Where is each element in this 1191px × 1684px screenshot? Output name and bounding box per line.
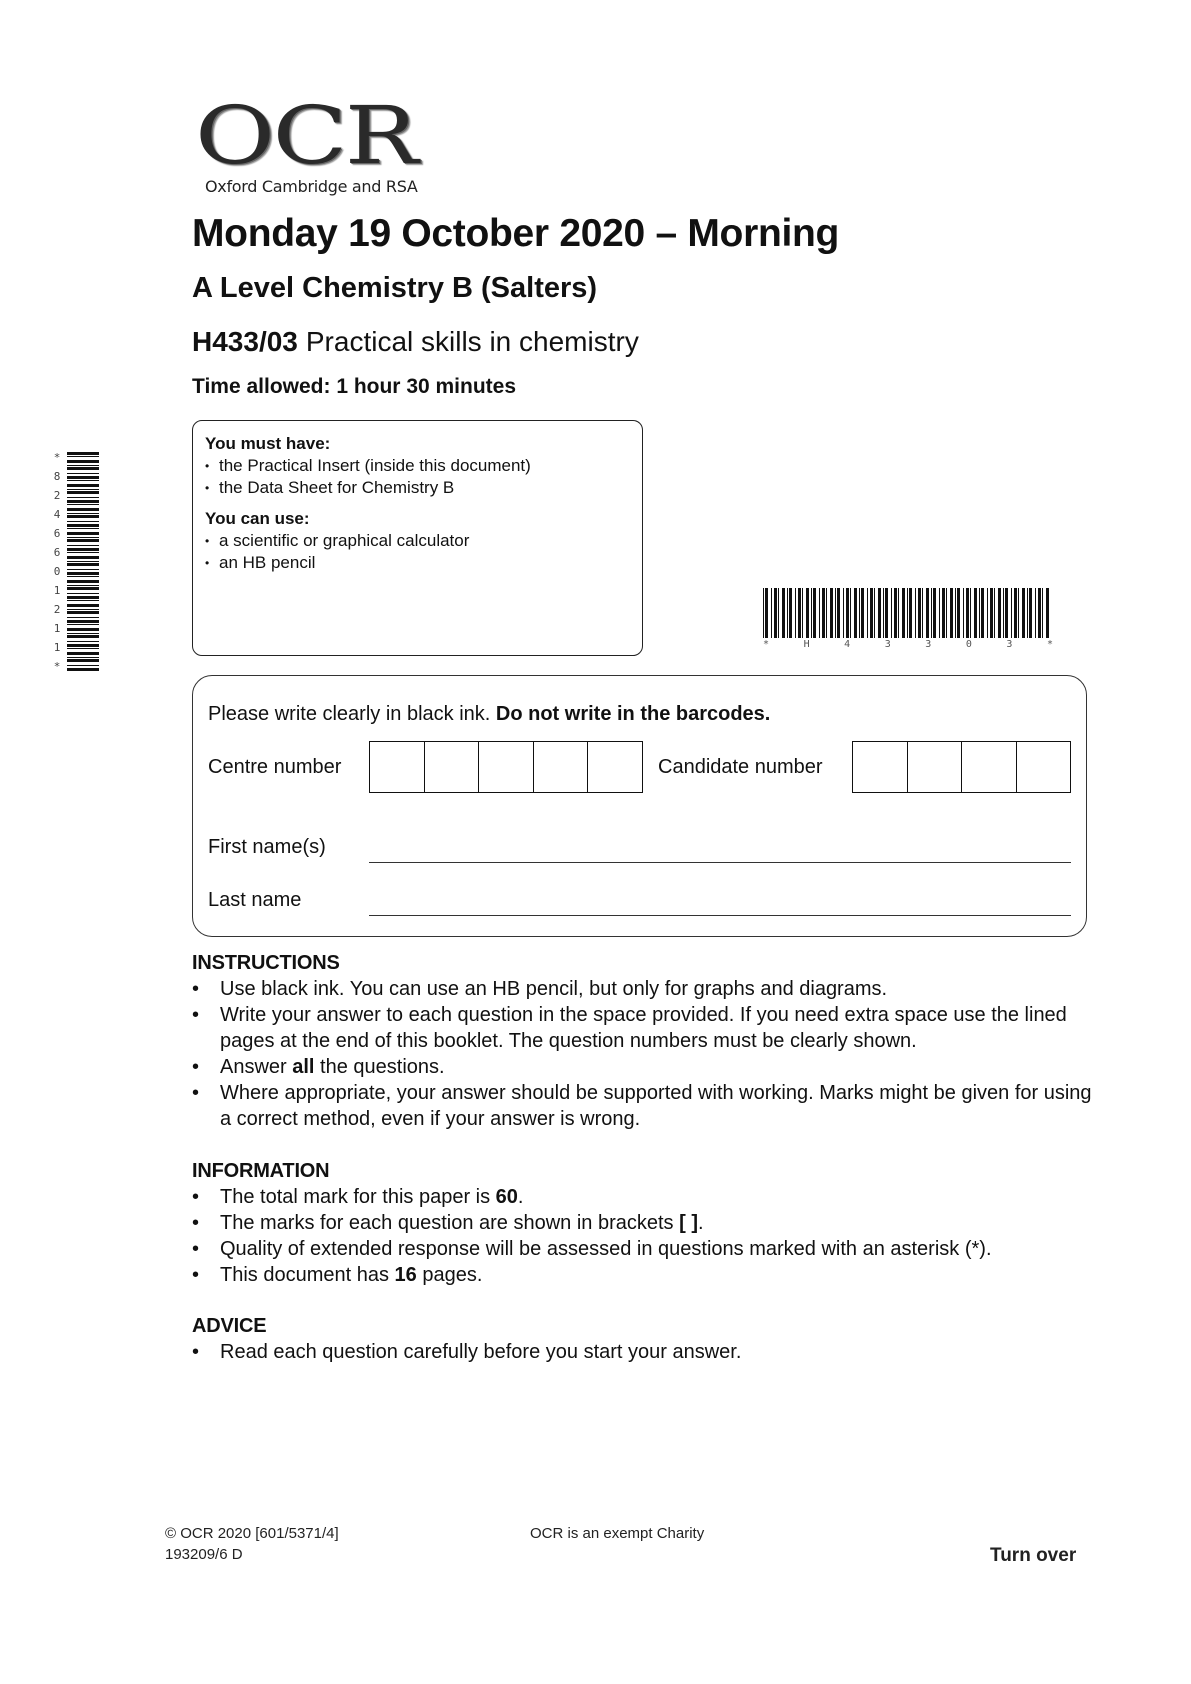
document-code: 193209/6 D xyxy=(165,1546,243,1563)
list-item: • Read each question carefully before you start your answer. xyxy=(192,1341,742,1363)
bullet-icon: • xyxy=(192,1082,200,1104)
exam-date-title: Monday 19 October 2020 – Morning xyxy=(192,212,840,255)
logo-subtitle: Oxford Cambridge and RSA xyxy=(205,177,418,196)
advice-section xyxy=(192,1313,1092,1365)
must-have-item: • the Data Sheet for Chemistry B xyxy=(205,477,630,499)
qualification-title: A Level Chemistry B (Salters) xyxy=(192,272,598,304)
bullet-icon: • xyxy=(192,1186,200,1208)
instructions-heading: INSTRUCTIONS xyxy=(192,952,340,974)
barcode-digits: * H 4 3 3 0 3 * xyxy=(763,639,1053,650)
list-item: • The marks for each question are shown in brackets [ ]. xyxy=(192,1212,704,1234)
must-have-item: • the Practical Insert (inside this document) xyxy=(205,455,630,477)
list-item: • This document has 16 pages. xyxy=(192,1264,483,1286)
requirements-box xyxy=(192,420,643,656)
advice-heading: ADVICE xyxy=(192,1315,267,1337)
centre-number-digit[interactable] xyxy=(533,742,588,792)
centre-number-label: Centre number xyxy=(208,756,342,778)
candidate-number-field[interactable] xyxy=(852,741,1071,793)
form-note-warning: Do not write in the barcodes. xyxy=(495,703,771,725)
barcode-icon xyxy=(67,452,99,672)
must-have-heading: You must have: xyxy=(205,434,331,453)
bullet-icon: • xyxy=(192,1212,200,1234)
can-use-item: • a scientific or graphical calculator xyxy=(205,530,630,552)
list-item: • Write your answer to each question in the space provided. If you need extra space use the lined pages at the end of this booklet. The question numbers must be clearly shown. xyxy=(192,1004,1067,1052)
can-use-heading: You can use: xyxy=(205,509,310,528)
copyright: © OCR 2020 [601/5371/4] xyxy=(165,1525,339,1542)
turn-over: Turn over xyxy=(990,1545,1077,1566)
centre-number-digit[interactable] xyxy=(370,742,424,792)
can-use-item: • an HB pencil xyxy=(205,552,630,574)
bullet-icon: • xyxy=(192,1341,200,1363)
logo-mark: OCR xyxy=(195,89,416,182)
candidate-number-digit[interactable] xyxy=(907,742,962,792)
candidate-number-digit[interactable] xyxy=(961,742,1016,792)
candidate-number-digit[interactable] xyxy=(1016,742,1071,792)
candidate-number-digit[interactable] xyxy=(853,742,907,792)
last-name-field[interactable] xyxy=(369,915,1071,916)
centre-number-digit[interactable] xyxy=(587,742,642,792)
paper-barcode xyxy=(763,588,1053,652)
time-allowed: Time allowed: 1 hour 30 minutes xyxy=(192,375,517,398)
barcode-icon xyxy=(763,588,1051,638)
list-item: • Quality of extended response will be assessed in questions marked with an asterisk (*). xyxy=(192,1238,992,1260)
list-item: • Where appropriate, your answer should be supported with working. Marks might be given for using a correct method, even if your answer is wrong. xyxy=(192,1082,1092,1130)
charity-notice: OCR is an exempt Charity xyxy=(530,1525,705,1542)
ocr-logo xyxy=(195,89,418,196)
candidate-number-label: Candidate number xyxy=(658,756,823,778)
information-heading: INFORMATION xyxy=(192,1160,330,1182)
paper-name: Practical skills in chemistry xyxy=(305,326,639,357)
centre-number-digit[interactable] xyxy=(424,742,479,792)
bullet-icon: • xyxy=(192,1238,200,1260)
bullet-icon: • xyxy=(192,1056,200,1078)
bullet-icon: • xyxy=(192,978,200,1000)
centre-number-digit[interactable] xyxy=(478,742,533,792)
bullet-icon: • xyxy=(192,1264,200,1286)
first-name-label: First name(s) xyxy=(208,836,326,858)
instructions-section xyxy=(192,950,1092,1132)
form-note xyxy=(208,703,770,726)
information-section xyxy=(192,1158,1092,1288)
barcode-digits: * 8 2 4 6 6 0 1 2 1 1 * xyxy=(53,451,61,673)
list-item: • Answer all the questions. xyxy=(192,1056,445,1078)
centre-number-field[interactable] xyxy=(369,741,643,793)
list-item: • Use black ink. You can use an HB pencil, but only for graphs and diagrams. xyxy=(192,978,888,1000)
paper-code: H433/03 xyxy=(192,326,298,357)
list-item: • The total mark for this paper is 60. xyxy=(192,1186,524,1208)
bullet-icon: • xyxy=(192,1004,200,1026)
paper-title xyxy=(192,326,639,358)
vertical-barcode xyxy=(53,448,99,675)
form-note-text: Please write clearly in black ink. xyxy=(208,703,496,725)
last-name-label: Last name xyxy=(208,889,302,911)
first-name-field[interactable] xyxy=(369,862,1071,863)
